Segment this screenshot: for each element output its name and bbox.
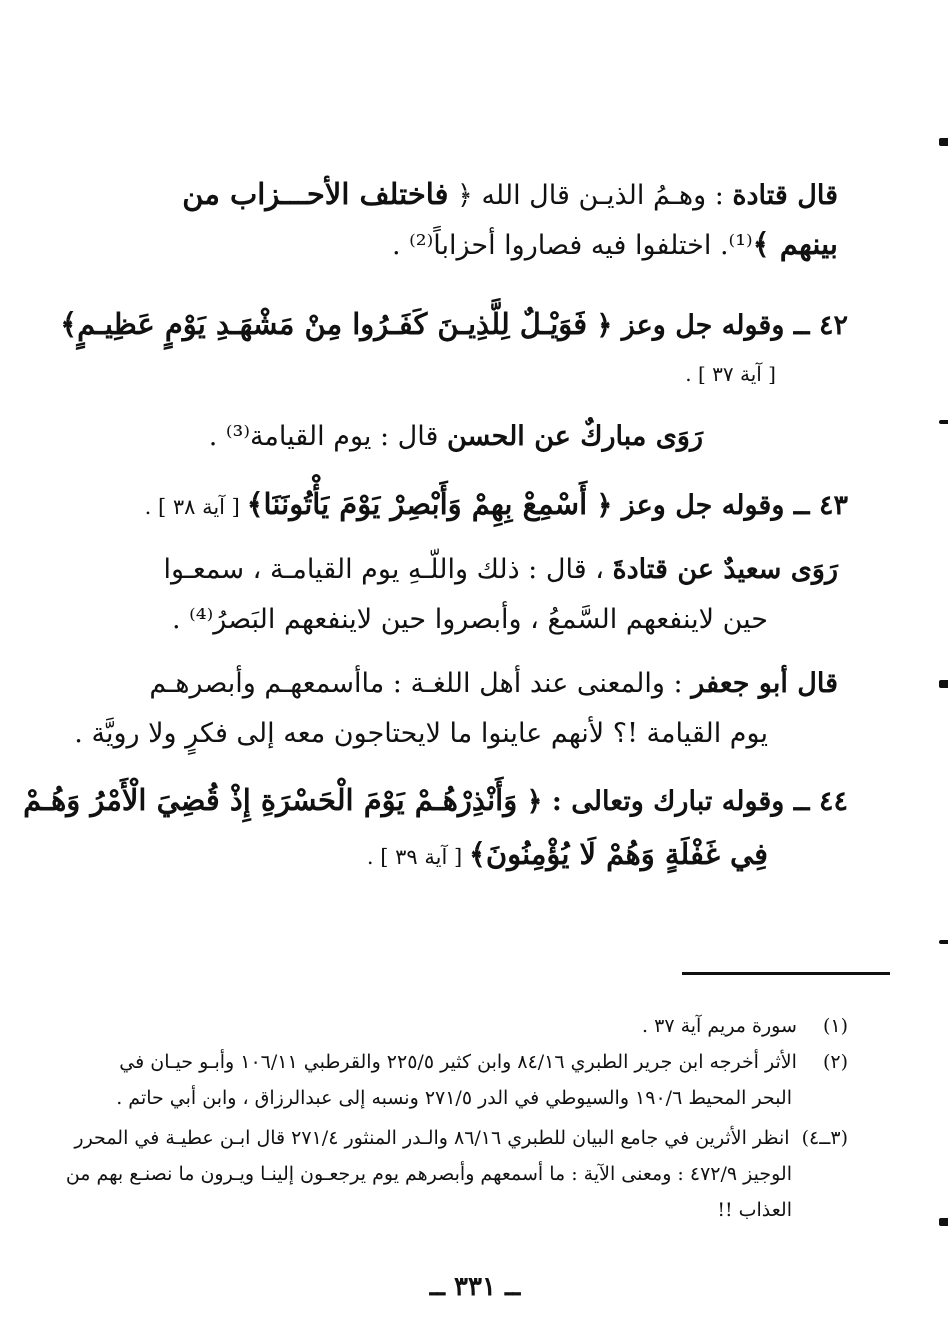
paragraph-abu-jafar-line-2 (74, 712, 768, 756)
verse-intro: ٤٤ ــ وقوله تبارك وتعالى : ﴿ (517, 786, 848, 817)
narrator: رَوَى سعيدٌ عن قتادةَ (612, 554, 838, 585)
paragraph-qatada-line-1 (182, 172, 838, 218)
footnote-text: البحر المحيط ١٩٠/٦ والسيوطي في الدر ٢٧١/٥ ونسبه إلى عبدالرزاق ، وابن أبي حاتم . (116, 1087, 792, 1109)
footnote-mark: (٣ــ٤) (801, 1127, 848, 1149)
footnote-3-4-line-1 (74, 1120, 848, 1156)
footnote-separator (682, 972, 890, 975)
scan-edge-mark (939, 420, 948, 424)
footnote-text: الوجيز ٤٧٢/٩ : ومعنى الآية : ما أسمعهم وأبصرهم يوم يرجعـون إلينـا ويـرون ما نصنـع بهم من (65, 1163, 792, 1185)
scan-edge-mark (939, 940, 948, 944)
verse-42-reference (685, 362, 776, 386)
ayah-reference: [ آية ٣٩ ] . (366, 845, 469, 869)
paragraph-said-line-2 (172, 598, 768, 642)
quran-quote: بينهم ﴾ (752, 227, 838, 261)
quran-quote: فِي غَفْلَةٍ وَهُمْ لَا يُؤْمِنُونَ﴾ (468, 837, 768, 871)
plain-text: حين لاينفعهم السَّمعُ ، وأبصروا حين لاينفعهم البَصرُ⁽⁴⁾ . (171, 604, 768, 635)
quran-quote: أَسْمِعْ بِهِمْ وَأَبْصِرْ يَوْمَ يَأْتُونَنَا﴾ (246, 487, 588, 521)
verse-intro: ٤٣ ــ وقوله جل وعز ﴿ (587, 490, 848, 521)
quran-quote: فَوَيْـلٌ لِلَّذِيـنَ كَفَـرُوا مِنْ مَشْهَـدِ يَوْمٍ عَظِيـمٍ﴾ (60, 307, 588, 341)
footnote-2-line-1 (119, 1044, 848, 1080)
plain-text: يوم القيامة !؟ لأنهم عاينوا ما لايحتاجون معه إلى فكرٍ ولا رويَّة . (74, 718, 768, 749)
footnote-mark: (١) (822, 1015, 848, 1037)
scan-edge-mark (939, 1218, 948, 1226)
verse-43-line (145, 482, 848, 529)
plain-text: : وهـمُ الذيـن قال الله ﴿ (448, 180, 733, 211)
plain-text: : والمعنى عند أهل اللغـة : ماأسمعهـم وأبصرهـم (149, 668, 692, 699)
quran-quote: وَأَنْذِرْهُـمْ يَوْمَ الْحَسْرَةِ إِذْ قُضِيَ الْأَمْرُ وَهُـمْ (23, 783, 518, 817)
plain-text: قال : يوم القيامة⁽³⁾ . (208, 421, 447, 452)
footnote-3-4-line-2 (66, 1156, 792, 1192)
paragraph-mubarak (209, 415, 703, 459)
speaker-name: قال قتادة (732, 180, 838, 211)
plain-text: ⁽¹⁾. اختلفوا فيه فصاروا أحزاباً⁽²⁾ . (392, 230, 753, 261)
footnote-text: العذاب !! (717, 1199, 792, 1221)
scan-edge-mark (939, 138, 948, 146)
paragraph-abu-jafar-line-1 (149, 662, 838, 706)
paragraph-qatada-line-2 (392, 222, 838, 268)
footnote-text: الأثر أخرجه ابن جرير الطبري ٨٤/١٦ وابن كثير ٢٢٥/٥ والقرطبي ١٠٦/١١ وأبـو حيـان في (119, 1051, 797, 1073)
page-number: ــ ٣٣١ ــ (429, 1272, 521, 1302)
footnote-3-4-line-3 (717, 1192, 792, 1228)
verse-intro: ٤٢ ــ وقوله جل وعز ﴿ (587, 310, 848, 341)
footnote-mark: (٢) (822, 1051, 848, 1073)
scan-edge-mark (939, 680, 948, 688)
footnote-text: انظر الأثرين في جامع البيان للطبري ٨٦/١٦ والـدر المنثور ٢٧١/٤ قال ابـن عطيـة في المحرر (74, 1127, 790, 1149)
verse-44-line-1 (23, 778, 848, 824)
speaker-name: قال أبو جعفر (691, 668, 838, 699)
footnote-1 (642, 1008, 848, 1044)
footnote-text: سورة مريم آية ٣٧ . (642, 1015, 797, 1037)
ayah-reference: [ آية ٣٨ ] . (144, 495, 247, 519)
narrator: رَوَى مباركٌ عن الحسن (447, 421, 703, 452)
verse-44-line-2 (367, 832, 768, 879)
plain-text: ، قال : ذلك واللّـهِ يوم القيامـة ، سمعـوا (163, 554, 613, 585)
verse-42-line-1 (60, 302, 848, 348)
quran-quote: فاختلف الأحـــزاب من (182, 177, 449, 211)
ayah-reference: [ آية ٣٧ ] . (685, 362, 776, 386)
paragraph-said-line-1 (163, 548, 838, 592)
footnote-2-line-2 (116, 1080, 792, 1116)
